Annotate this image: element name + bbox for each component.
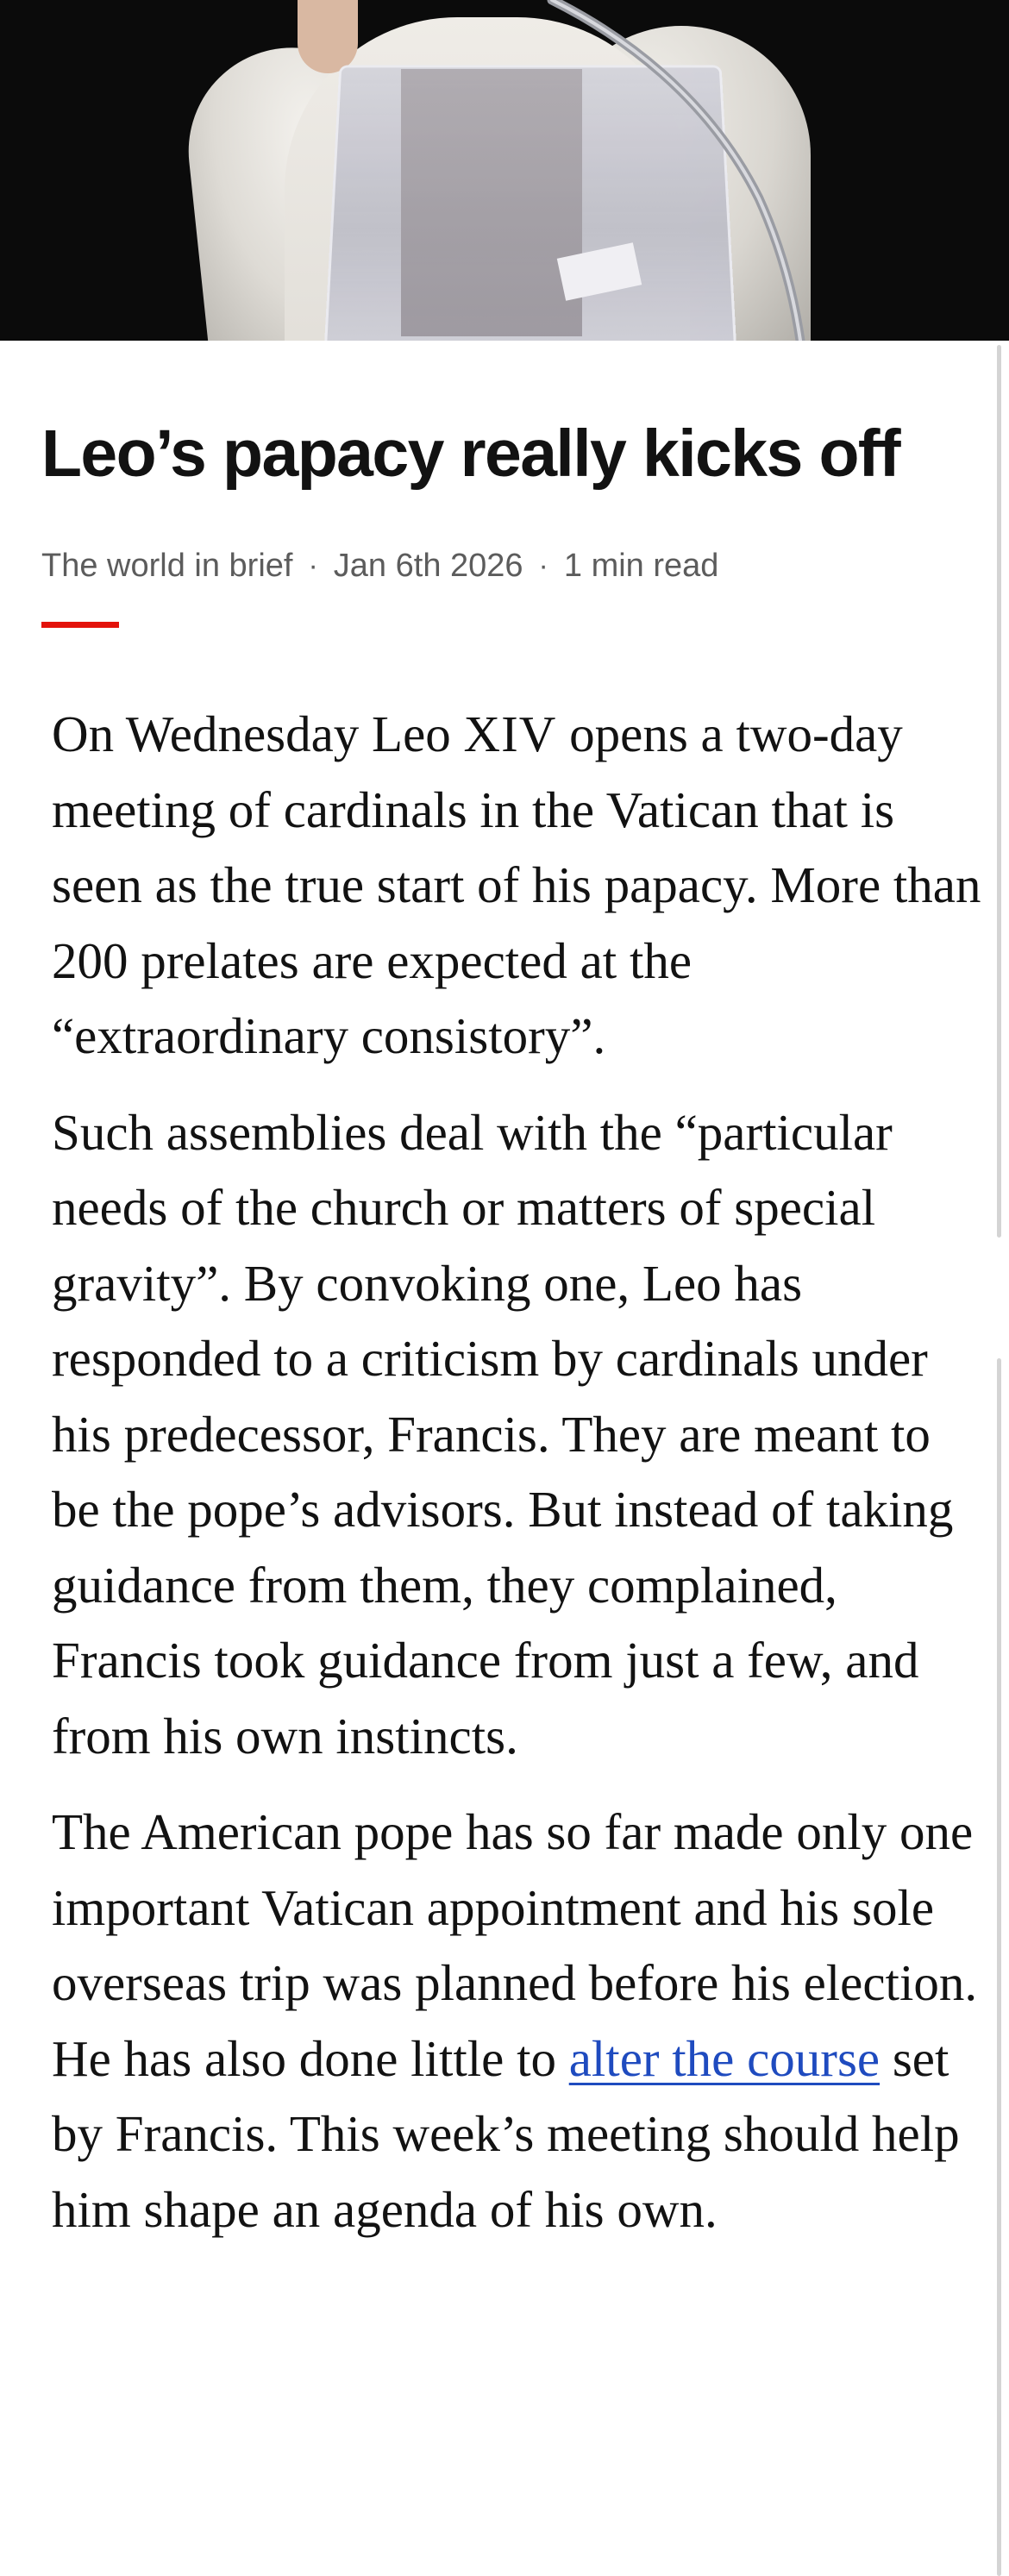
scrollbar-thumb-secondary[interactable]: [997, 1358, 1001, 2576]
paragraph-1: [52, 697, 983, 1075]
article-body: [52, 697, 983, 2268]
paragraph-3: [52, 1795, 983, 2247]
paragraph-3-text-a: The American pope has so far made only one important Vatican appointment and his sole overseas trip was planned before his election. He has also done little to: [52, 1803, 978, 2087]
article-headline: Leo’s papacy really kicks off: [41, 417, 900, 491]
accent-rule: [41, 622, 119, 628]
read-time: 1 min read: [563, 548, 719, 584]
meta-separator-icon: ·: [308, 549, 318, 582]
section-link[interactable]: The world in brief: [41, 548, 293, 584]
paragraph-2: Such assemblies deal with the “particular needs of the church or matters of special gravity”. By convoking one, Leo has responded to a criticism by cardinals under his predecessor, Francis. They are meant to be the pope’s advisors. But instead of taking guidance from them, they complained, Francis took guidance from just a few, and from his own instincts.: [52, 1103, 954, 1764]
paragraph-1-text-b: opens a two-day meeting of cardinals in the Vatican that is seen as the true start of his papacy. More than 200 prelates are expected at the “extraordinary consistory”.: [52, 705, 981, 1064]
article-meta: [41, 545, 718, 586]
paragraph-3-text-b: set by Francis. This week’s meeting should help him shape an agenda of his own.: [52, 2029, 960, 2238]
regnal-numeral: XIV: [463, 705, 557, 762]
paragraph-1-text-a: On Wednesday Leo: [52, 705, 464, 762]
scrollbar-thumb[interactable]: [997, 345, 1001, 1238]
hero-image: [0, 0, 1009, 341]
microphone-icon: [0, 0, 1009, 341]
meta-separator-icon: ·: [538, 549, 548, 582]
publish-date: Jan 6th 2026: [333, 548, 523, 584]
alter-the-course-link[interactable]: alter the course: [568, 2029, 881, 2087]
scrollbar-track[interactable]: [993, 341, 1009, 2576]
